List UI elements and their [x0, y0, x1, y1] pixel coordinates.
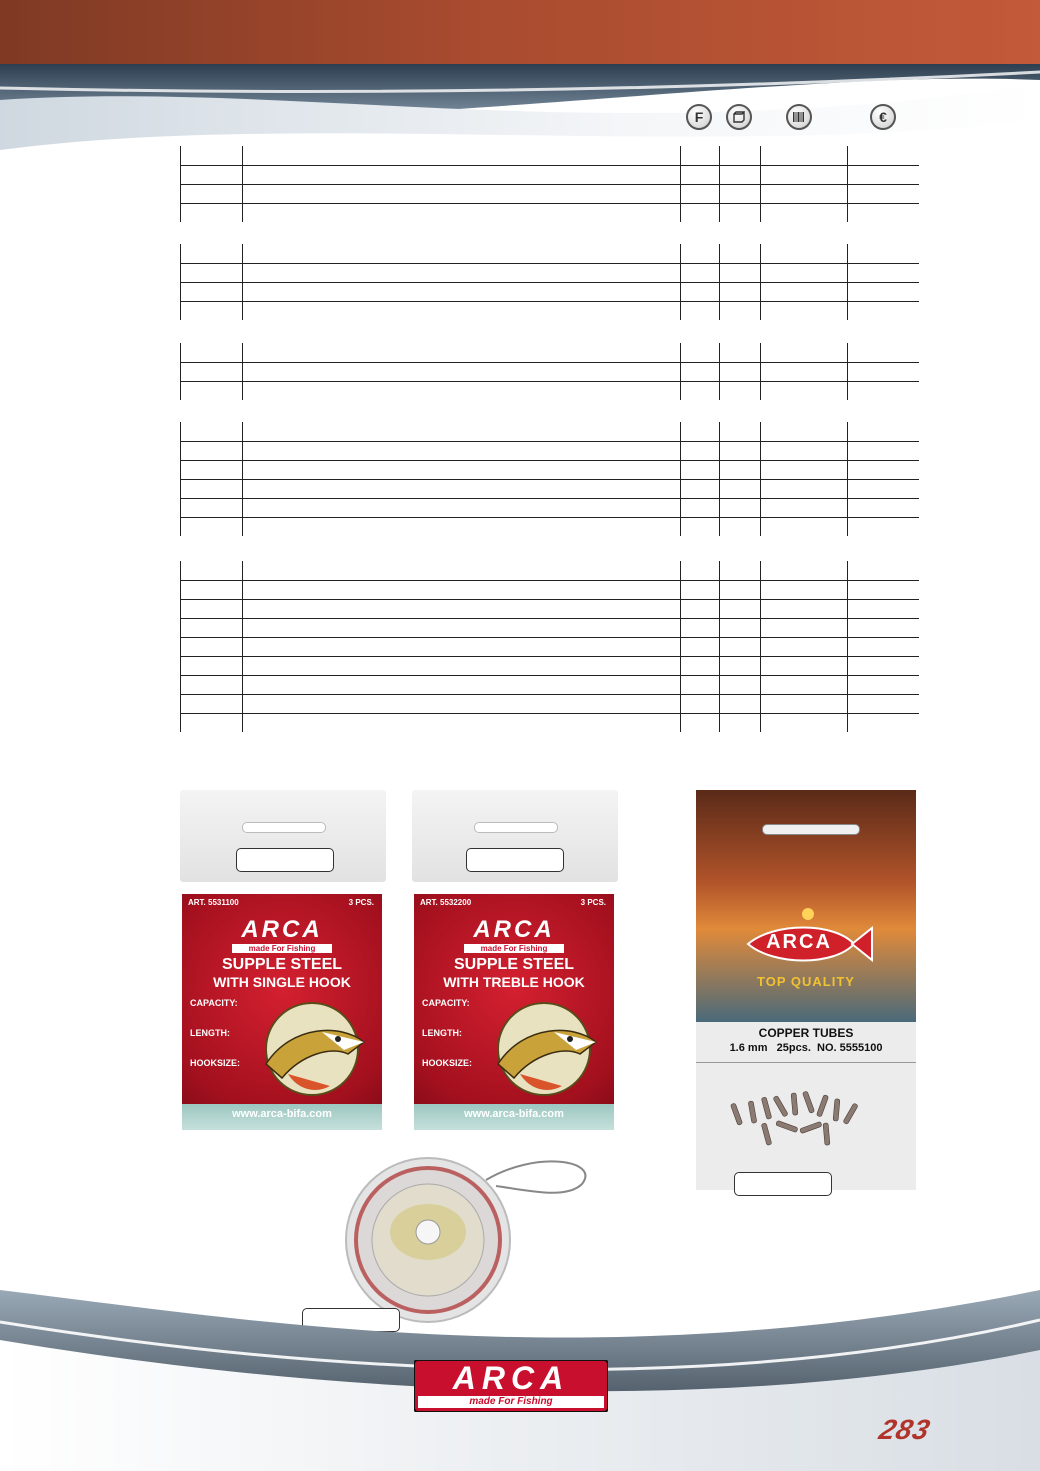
column-header-icons	[0, 104, 1040, 134]
article-number: ART. 5531100	[188, 898, 239, 907]
table-row	[181, 362, 919, 381]
quality-text: TOP QUALITY	[757, 974, 855, 989]
box-icon	[726, 104, 752, 130]
product-title-line-1: SUPPLE STEEL	[453, 956, 575, 973]
brand-subtitle: made For Fishing	[232, 944, 332, 953]
article-label-box	[236, 848, 334, 872]
table-row	[181, 580, 919, 599]
capacity-label: CAPACITY:	[422, 998, 470, 1008]
page-number: 283	[875, 1414, 935, 1445]
hang-hole	[474, 822, 558, 833]
article-label-box	[734, 1172, 832, 1196]
spec-table-5	[180, 561, 919, 732]
table-row	[181, 599, 919, 618]
hang-hole	[762, 824, 860, 835]
copper-tubes-image	[716, 1082, 886, 1162]
spec-table-2	[180, 244, 919, 320]
spec-table-4	[180, 422, 919, 536]
table-row	[181, 301, 919, 320]
article-label-box	[466, 848, 564, 872]
brand-logo	[414, 1360, 608, 1412]
table-row	[181, 282, 919, 301]
table-row	[181, 561, 919, 580]
table-row	[181, 675, 919, 694]
table-row	[181, 441, 919, 460]
f-icon: F	[686, 104, 712, 130]
package-content-area	[696, 1022, 916, 1190]
product-title: COPPER TUBES	[758, 1026, 854, 1040]
table-row	[181, 343, 919, 362]
table-row	[181, 203, 919, 222]
table-row	[181, 656, 919, 675]
spec-table-1	[180, 146, 919, 222]
barcode-icon	[786, 104, 812, 130]
hooksize-label: HOOKSIZE:	[190, 1058, 241, 1068]
table-row	[181, 637, 919, 656]
product-title-line-2: WITH SINGLE HOOK	[213, 974, 351, 990]
length-label: LENGTH:	[190, 1028, 230, 1038]
logo-subtitle: made For Fishing	[469, 1396, 553, 1407]
website-url: www.arca-bifa.com	[232, 1108, 332, 1120]
top-wave-decoration	[0, 0, 1040, 160]
table-row	[181, 713, 919, 732]
brand-logo-text: ARCA	[241, 916, 323, 943]
package-sunset-header	[696, 790, 916, 1022]
product-title-line-2: WITH TREBLE HOOK	[443, 974, 585, 990]
package-card	[182, 894, 382, 1130]
table-row	[181, 422, 919, 441]
divider	[696, 1062, 916, 1063]
sun-icon	[802, 908, 814, 920]
hooksize-label: HOOKSIZE:	[422, 1058, 473, 1068]
table-row	[181, 263, 919, 282]
table-row	[181, 618, 919, 637]
pieces-count: 3 PCS.	[348, 898, 374, 907]
brand-logo-text: ARCA	[766, 931, 832, 953]
article-number: ART. 5532200	[420, 898, 472, 907]
table-row	[181, 694, 919, 713]
table-row	[181, 381, 919, 400]
euro-icon: €	[870, 104, 896, 130]
product-copper-tubes	[696, 790, 916, 1190]
logo-text: ARCA	[452, 1360, 570, 1396]
table-row	[181, 460, 919, 479]
pike-illustration	[484, 994, 604, 1104]
product-title-line-1: SUPPLE STEEL	[221, 956, 343, 973]
product-single-hook	[180, 790, 386, 1130]
table-row	[181, 146, 919, 165]
table-row	[181, 184, 919, 203]
pieces-count: 3 PCS.	[580, 898, 606, 907]
length-label: LENGTH:	[422, 1028, 462, 1038]
product-treble-hook	[412, 790, 618, 1130]
pike-illustration	[252, 994, 372, 1104]
spec-table-3	[180, 343, 919, 400]
website-url: www.arca-bifa.com	[464, 1108, 564, 1120]
package-card	[414, 894, 614, 1130]
table-row	[181, 479, 919, 498]
table-row	[181, 517, 919, 536]
brand-logo-text: ARCA	[473, 916, 555, 943]
table-row	[181, 165, 919, 184]
brand-subtitle: made For Fishing	[464, 944, 564, 953]
product-spec: 1.6 mm 25pcs. NO. 5555100	[729, 1042, 883, 1054]
table-row	[181, 244, 919, 263]
hang-hole	[242, 822, 326, 833]
table-row	[181, 498, 919, 517]
capacity-label: CAPACITY:	[190, 998, 238, 1008]
